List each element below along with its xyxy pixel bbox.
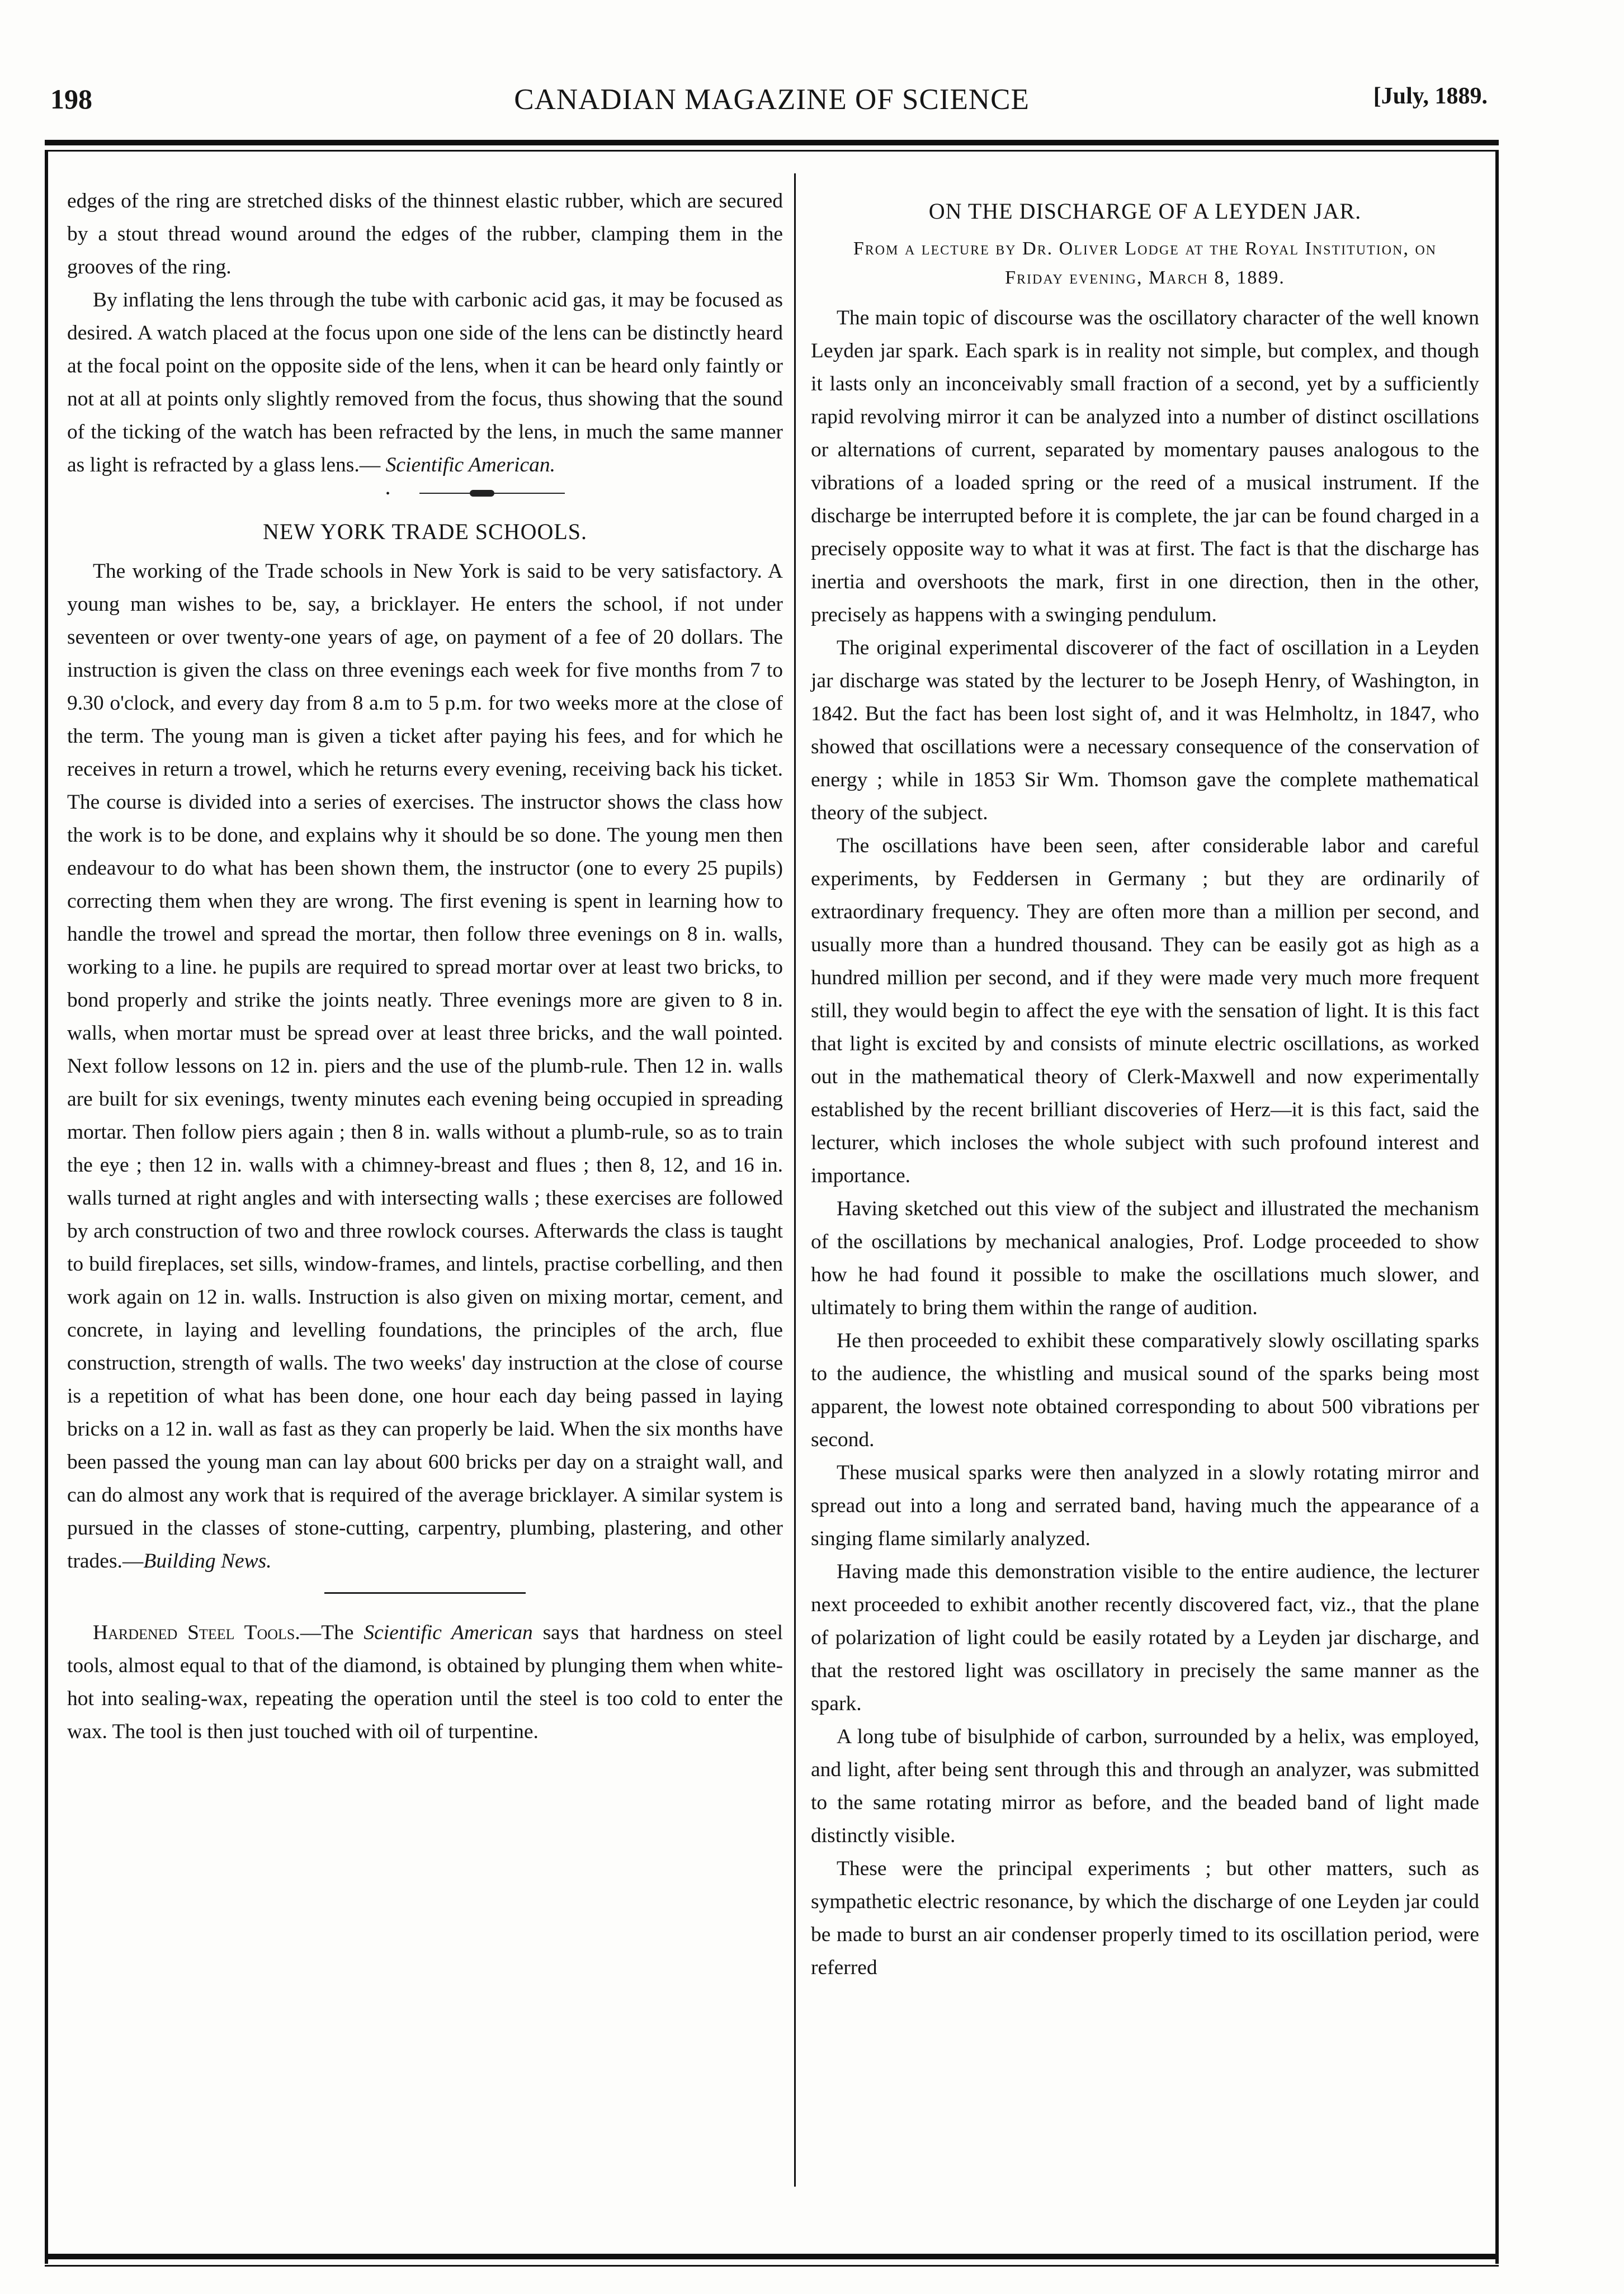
leyden-subheading: From a lecture by Dr. Oliver Lodge at the Royal Institution, on Friday evening, March 8, 1889. [853,238,1437,288]
leyden-paragraph: These musical sparks were then analyzed in a slowly rotating mirror and spread out into a long and serrated band, having much the appearance of a singing flame similarly analyzed. [811,1461,1479,1550]
steel-source: Scientific American [363,1621,533,1644]
steel-text-2: says that hardness on steel tools, almost equal to that of the diamond, is obtained by plunging them when white-hot into sealing-wax, repeating the operation until the steel is too cold to enter the wax. The tool is then just touched with oil of turpentine. [67,1621,783,1743]
top-rule-thick [45,140,1499,145]
leyden-paragraph: The original experimental discoverer of the fact of oscillation in a Leyden jar discharge was stated by the lecturer to be Joseph Henry, of Washington, in 1842. But the fact has been lost sight of, and it was Helmholtz, in 1847, who showed that oscillations were a necessary consequence of the conservation of energy ; while in 1853 Sir Wm. Thomson gave the complete mathematical theory of the subject. [811,636,1479,824]
page-number: 198 [50,83,92,115]
trade-schools-paragraph [67,555,783,1578]
leyden-paragraph: Having sketched out this view of the subject and illustrated the mechanism of the oscillations by mechanical analogies, Prof. Lodge proceeded to show how he had found it possible to make the oscillations much slower, and ultimately to bring them within the range of audition. [811,1197,1479,1319]
leyden-paragraph: Having made this demonstration visible to the entire audience, the lecturer next proceeded to exhibit another recently discovered fact, viz., that the plane of polarization of light could be easily rotated by a Leyden jar discharge, and that the restored light was oscillatory in precisely the same manner as the spark. [811,1560,1479,1715]
issue-date: [July, 1889. [1373,83,1488,109]
bottom-rule-thin [45,2265,1499,2267]
top-rule-thin [45,150,1499,152]
steel-text-1: —The [300,1621,364,1644]
lens-source: Scientific American. [385,454,556,476]
section-rule [324,1592,526,1594]
page-header [50,83,1493,139]
trade-source: Building News. [143,1550,272,1573]
left-column [67,185,783,1748]
right-column [811,185,1479,1984]
leyden-paragraph: He then proceeded to exhibit these comparatively slowly oscillating sparks to the audience, the whistling and musical sound of the sparks being most apparent, the lowest note obtained corresponding to about 500 vibrations per second. [811,1329,1479,1451]
leyden-paragraph: These were the principal experiments ; but other matters, such as sympathetic electric resonance, by which the discharge of one Leyden jar could be made to burst an air condenser properly timed to its oscillation period, were referred [811,1857,1479,1979]
leyden-paragraph: The main topic of discourse was the oscillatory character of the well known Leyden jar spark. Each spark is in reality not simple, but complex, and though it lasts only an inconceivably small fraction of a second, yet by a sufficiently rapid revolving mirror it can be analyzed into a number of distinct oscillations or alternations of current, separated by momentary pauses analogous to the vibrations of a loaded spring or the reed of a musical instrument. If the discharge be interrupted before it is complete, the jar can be found charged in a precisely opposite way to what it was at first. The fact is that the discharge has inertia and overshoots the mark, first in one direction, then in the other, precisely as happens with a swinging pendulum. [811,306,1479,626]
bottom-rule-thick [45,2254,1499,2259]
steel-lead: Hardened Steel Tools. [93,1621,300,1644]
section-ornament: • [67,487,783,498]
leyden-paragraph: A long tube of bisulphide of carbon, surrounded by a helix, was employed, and light, after being sent through this and through an analyzer, was submitted to the same rotating mirror as before, and the beaded band of light made distinctly visible. [811,1725,1479,1847]
ring-paragraph: edges of the ring are stretched disks of the thinnest elastic rubber, which are secured by a stout thread wound around the edges of the rubber, clamping them in the grooves of the ring. [67,190,783,279]
journal-title: CANADIAN MAGAZINE OF SCIENCE [514,83,1030,116]
steel-tools-paragraph [67,1616,783,1748]
right-border [1495,150,1499,2264]
leyden-heading: ON THE DISCHARGE OF A LEYDEN JAR. [928,199,1362,224]
trade-schools-heading: NEW YORK TRADE SCHOOLS. [262,519,588,544]
lens-text: By inflating the lens through the tube with carbonic acid gas, it may be focused as desired. A watch placed at the focus upon one side of the lens can be distinctly heard at the focal point on the opposite side of the lens, when it can be heard only faintly or not at all at points only slightly removed from the focus, thus showing that the sound of the ticking of the watch has been refracted by the lens, in much the same manner as light is refracted by a glass lens.— [67,289,783,476]
lens-paragraph [67,284,783,482]
trade-text: The working of the Trade schools in New York is said to be very satisfactory. A young man wishes to be, say, a bricklayer. He enters the school, if not under seventeen or over twenty-one years of age, on payment of a fee of 20 dollars. The instruction is given the class on three evenings each week for five months from 7 to 9.30 o'clock, and every day from 8 a.m to 5 p.m. for two weeks more at the close of the term. The young man is given a ticket after paying his fees, and for which he receives in return a trowel, which he returns every evening, receiving back his ticket. The course is divided into a series of exercises. The instructor shows the class how the work is to be done, and explains why it should be so done. The young men then endeavour to do what has been shown them, the instructor (one to every 25 pupils) correcting them when they are wrong. The first evening is spent in learning how to handle the trowel and spread the mortar, then follow three evenings on 8 in. walls, working to a line. he pupils are required to spread mortar over at least two bricks, to bond properly and strike the joints neatly. Three evenings more are given to 8 in. walls, when mortar must be spread over at least three bricks, and the wall pointed. Next follow lessons on 12 in. piers and the use of the plumb-rule. Then 12 in. walls are built for six evenings, twenty minutes each evening being occupied in spreading mortar. Then follow piers again ; then 8 in. walls without a plumb-rule, so as to train the eye ; then 12 in. walls with a chimney-breast and flues ; then 8, 12, and 16 in. walls turned at right angles and with intersecting walls ; these exercises are followed by arch construction of two and three rowlock courses. Afterwards the class is taught to build fireplaces, set sills, window-frames, and lintels, practise corbelling, and then work again on 12 in. walls. Instruction is also given on mixing mortar, cement, and concrete, in laying and levelling foundations, the principles of the arch, flue construction, strength of walls. The two weeks' day instruction at the close of course is a repetition of what has been done, one hour each day being passed in laying bricks on a 12 in. wall as fast as they can properly be laid. When the six months have been passed the young man can lay about 600 bricks per day on a straight wall, and can do almost any work that is required of the average bricklayer. A similar system is pursued in the classes of stone-cutting, carpentry, plumbing, plastering, and other trades.— [67,560,783,1573]
left-border [45,150,48,2264]
column-divider [794,173,796,2187]
leyden-paragraph: The oscillations have been seen, after considerable labor and careful experiments, by Feddersen in Germany ; but they are ordinarily of extraordinary frequency. They are often more than a million per second, and usually more than a hundred thousand. They can be easily got as high as a hundred million per second, and if they were made very much more frequent still, they would begin to affect the eye with the sensation of light. It is this fact that light is excited by and consists of minute electric oscillations, as worked out in the mathematical theory of Clerk-Maxwell and now experimentally established by the recent brilliant discoveries of Herz—it is this fact, said the lecturer, which incloses the whole subject with such profound interest and importance. [811,834,1479,1187]
